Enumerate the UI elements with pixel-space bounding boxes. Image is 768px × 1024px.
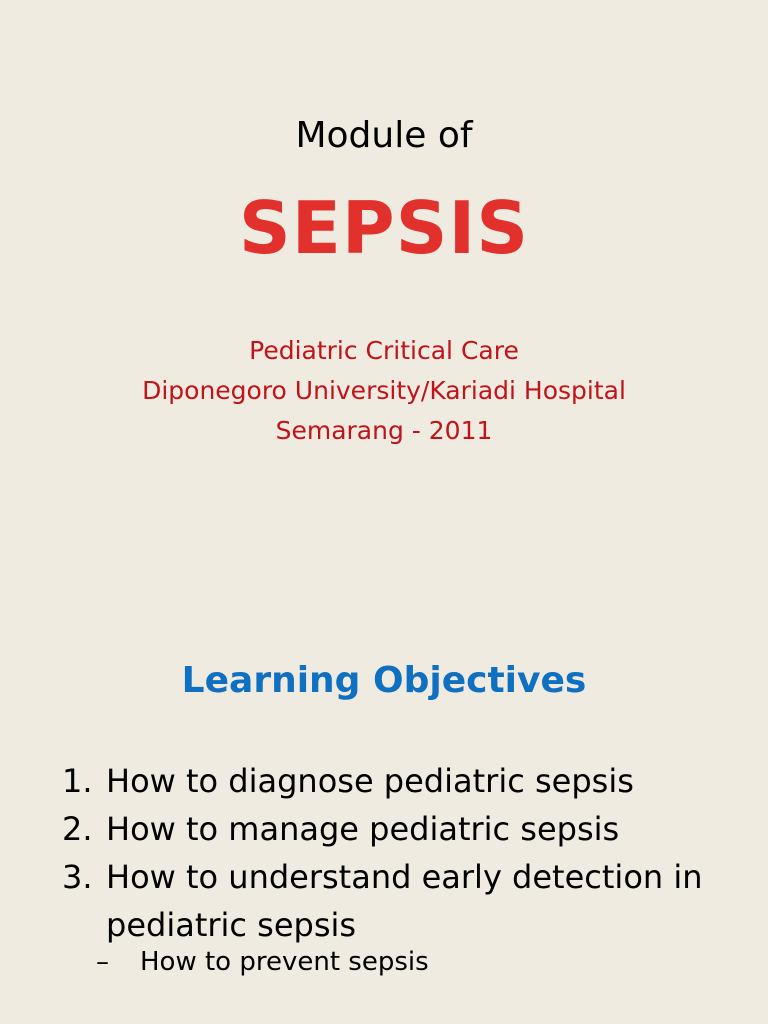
list-item-number: 2. [62, 810, 93, 848]
affiliation-location-year: Semarang - 2011 [275, 416, 493, 445]
list-item-text: How to understand early detection in pediatric sepsis [106, 858, 703, 944]
affiliation-block [0, 331, 768, 451]
sub-list-item-text: How to prevent sepsis [140, 947, 429, 977]
list-item [62, 805, 742, 853]
objectives-list [62, 757, 742, 949]
affiliation-institution: Diponegoro University/Kariadi Hospital [142, 376, 626, 405]
page-title: SEPSIS [238, 186, 530, 270]
sub-list-item [96, 942, 429, 982]
list-item-number: 1. [62, 762, 93, 800]
list-item-text: How to diagnose pediatric sepsis [106, 762, 634, 800]
affiliation-department: Pediatric Critical Care [249, 336, 519, 365]
list-item [62, 853, 742, 949]
learning-objectives-heading: Learning Objectives [181, 660, 587, 701]
list-item-text: How to manage pediatric sepsis [106, 810, 620, 848]
dash-bullet: – [96, 947, 109, 977]
list-item [62, 757, 742, 805]
list-item-number: 3. [62, 858, 93, 896]
pre-title: Module of [295, 115, 473, 156]
